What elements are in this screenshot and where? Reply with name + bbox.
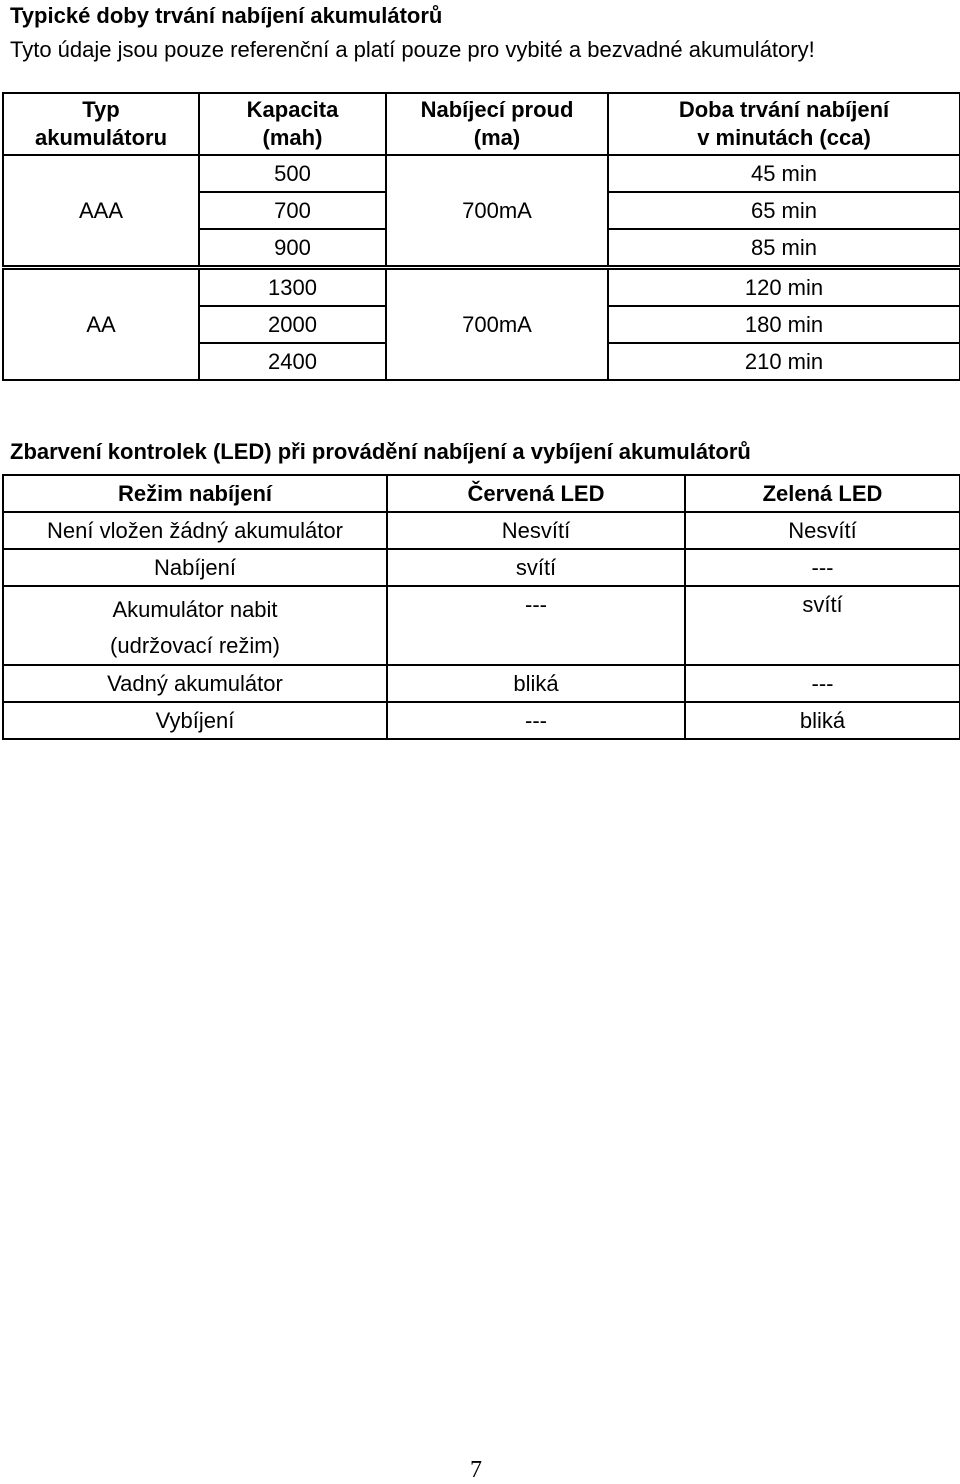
red-led-cell: ---: [387, 586, 685, 665]
battery-type-cell: AAA: [3, 155, 199, 266]
mode-cell: Vybíjení: [3, 702, 387, 739]
document-subtitle: Tyto údaje jsou pouze referenční a platí pouze pro vybité a bezvadné akumulátory!: [10, 37, 815, 62]
charge-current-cell: 700mA: [386, 269, 608, 380]
charge-current-cell: 700mA: [386, 155, 608, 266]
capacity-cell: 2400: [199, 343, 386, 380]
table-row: [3, 702, 960, 739]
red-led-cell: bliká: [387, 665, 685, 702]
duration-cell: 45 min: [608, 155, 960, 192]
green-led-cell: bliká: [685, 702, 960, 739]
header-red-led: Červená LED: [387, 475, 685, 512]
green-led-cell: ---: [685, 665, 960, 702]
green-led-cell: ---: [685, 549, 960, 586]
mode-line2: (udržovací režim): [110, 633, 280, 658]
red-led-cell: Nesvítí: [387, 512, 685, 549]
page-number: 7: [470, 1457, 482, 1483]
duration-cell: 65 min: [608, 192, 960, 229]
table-row: [3, 665, 960, 702]
header-capacity: [199, 93, 386, 155]
header-type-line1: Typ: [82, 97, 120, 122]
header-capacity-line1: Kapacita: [246, 97, 339, 122]
header-current-line2: (ma): [473, 125, 521, 150]
header-battery-type: [3, 93, 199, 155]
header-charge-current: [386, 93, 608, 155]
header-current-line1: Nabíjecí proud: [420, 97, 574, 122]
green-led-cell: Nesvítí: [685, 512, 960, 549]
header-duration-line2: v minutách (cca): [697, 125, 871, 150]
capacity-cell: 500: [199, 155, 386, 192]
header-capacity-line2: (mah): [262, 125, 323, 150]
table-row: [3, 512, 960, 549]
header-type-line2: akumulátoru: [34, 125, 168, 150]
led-status-table: [2, 474, 960, 740]
capacity-cell: 1300: [199, 269, 386, 306]
mode-cell: Není vložen žádný akumulátor: [3, 512, 387, 549]
table-row: [3, 586, 960, 665]
header-green-led: Zelená LED: [685, 475, 960, 512]
green-led-cell: svítí: [685, 586, 960, 665]
duration-cell: 180 min: [608, 306, 960, 343]
capacity-cell: 2000: [199, 306, 386, 343]
table-row: [3, 549, 960, 586]
charge-duration-table: [2, 92, 960, 381]
charge-table-header-row: [3, 93, 960, 155]
capacity-cell: 900: [199, 229, 386, 266]
header-charge-duration: [608, 93, 960, 155]
mode-cell: [3, 586, 387, 665]
red-led-cell: svítí: [387, 549, 685, 586]
led-section-heading: Zbarvení kontrolek (LED) při provádění nabíjení a vybíjení akumulátorů: [10, 439, 751, 464]
header-duration-line1: Doba trvání nabíjení: [678, 97, 890, 122]
mode-line1: Akumulátor nabit: [112, 597, 278, 622]
duration-cell: 210 min: [608, 343, 960, 380]
table-row: [3, 269, 960, 306]
battery-type-cell: AA: [3, 269, 199, 380]
capacity-cell: 700: [199, 192, 386, 229]
header-charging-mode: Režim nabíjení: [3, 475, 387, 512]
duration-cell: 120 min: [608, 269, 960, 306]
mode-cell: Vadný akumulátor: [3, 665, 387, 702]
led-table-header-row: [3, 475, 960, 512]
table-row: [3, 155, 960, 192]
document-title: Typické doby trvání nabíjení akumulátorů: [10, 3, 443, 28]
duration-cell: 85 min: [608, 229, 960, 266]
red-led-cell: ---: [387, 702, 685, 739]
mode-cell: Nabíjení: [3, 549, 387, 586]
